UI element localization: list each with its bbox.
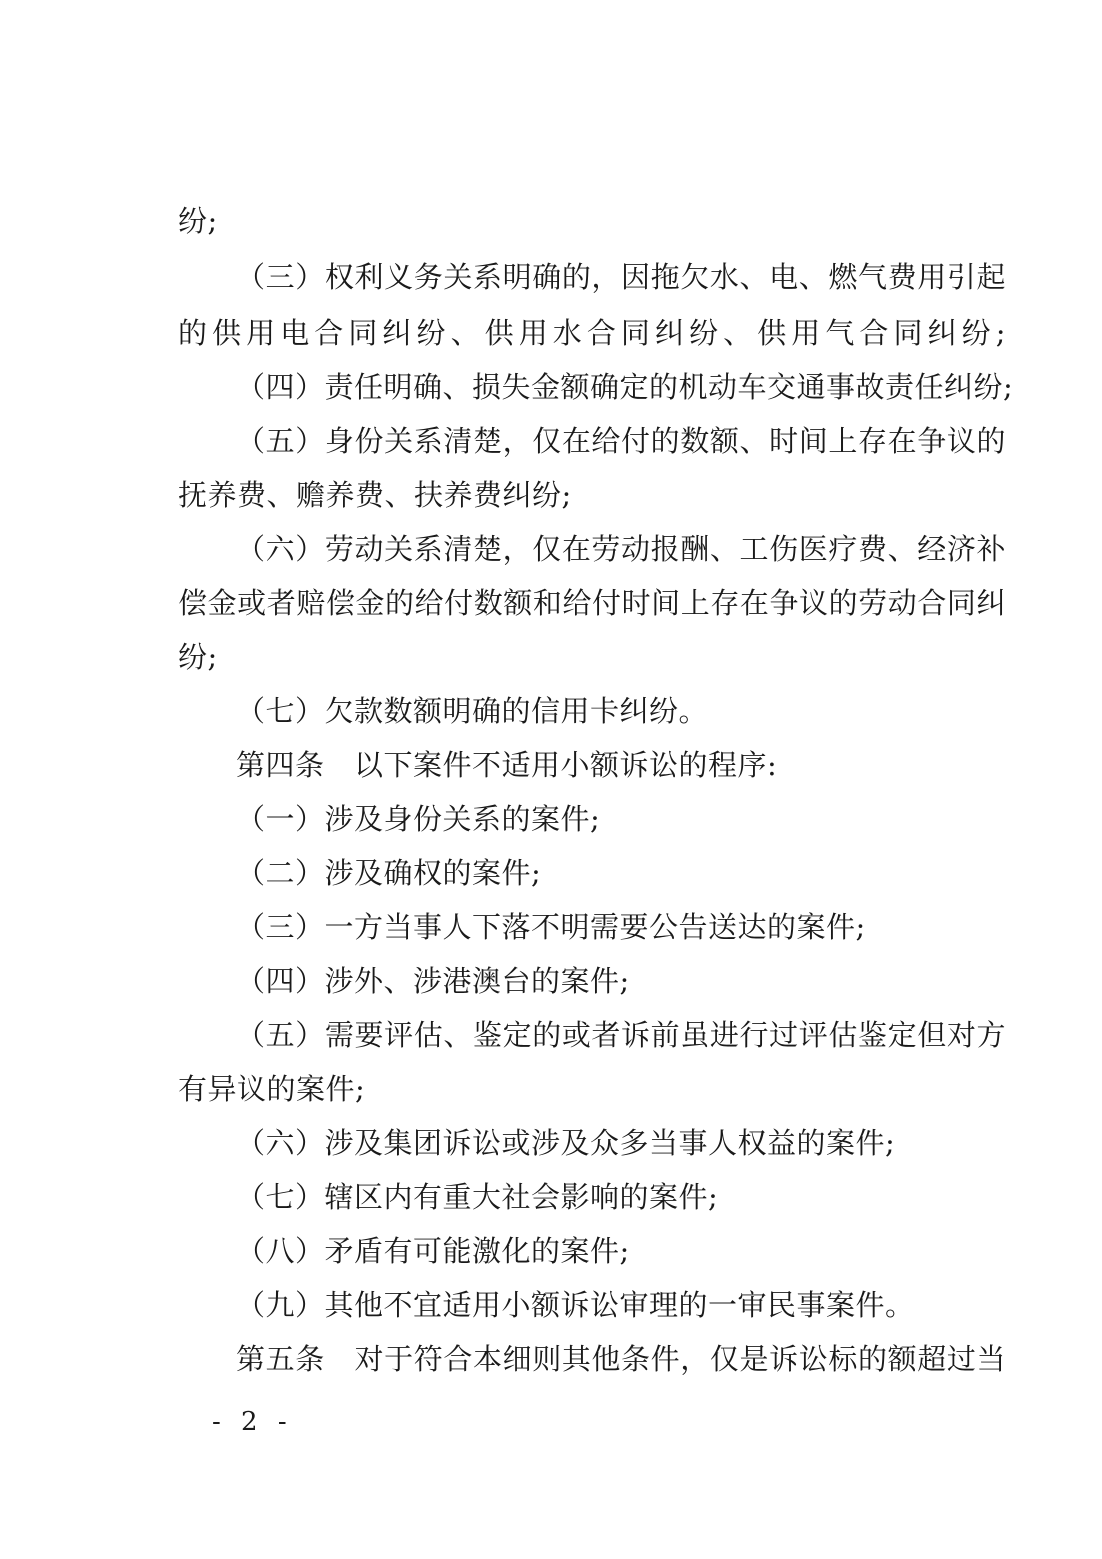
text-line-3: 的供用电合同纠纷、供用水合同纠纷、供用气合同纠纷; — [178, 316, 1006, 350]
text-line-4: （四）责任明确、损失金额确定的机动车交通事故责任纠纷; — [236, 370, 1014, 404]
text-line-10: （七）欠款数额明确的信用卡纠纷。 — [236, 694, 709, 728]
text-line-22: 第五条 对于符合本细则其他条件，仅是诉讼标的额超过当 — [236, 1342, 1006, 1376]
text-line-13: （二）涉及确权的案件; — [236, 856, 542, 890]
text-line-15: （四）涉外、涉港澳台的案件; — [236, 964, 630, 998]
text-line-9: 纷; — [178, 640, 218, 674]
text-line-20: （八）矛盾有可能激化的案件; — [236, 1234, 630, 1268]
text-line-1: 纷; — [178, 204, 218, 238]
text-line-14: （三）一方当事人下落不明需要公告送达的案件; — [236, 910, 866, 944]
text-line-2: （三）权利义务关系明确的，因拖欠水、电、燃气费用引起 — [236, 260, 1006, 294]
text-line-7: （六）劳动关系清楚，仅在劳动报酬、工伤医疗费、经济补 — [236, 532, 1006, 566]
text-line-19: （七）辖区内有重大社会影响的案件; — [236, 1180, 719, 1214]
text-line-17: 有异议的案件; — [178, 1072, 366, 1106]
page-number: - 2 - — [212, 1407, 293, 1437]
text-line-8: 偿金或者赔偿金的给付数额和给付时间上存在争议的劳动合同纠 — [178, 586, 1006, 620]
text-line-16: （五）需要评估、鉴定的或者诉前虽进行过评估鉴定但对方 — [236, 1018, 1006, 1052]
text-line-5: （五）身份关系清楚，仅在给付的数额、时间上存在争议的 — [236, 424, 1006, 458]
text-line-21: （九）其他不宜适用小额诉讼审理的一审民事案件。 — [236, 1288, 915, 1322]
text-line-12: （一）涉及身份关系的案件; — [236, 802, 601, 836]
text-line-18: （六）涉及集团诉讼或涉及众多当事人权益的案件; — [236, 1126, 896, 1160]
text-line-6: 抚养费、赡养费、扶养费纠纷; — [178, 478, 572, 512]
text-line-11: 第四条 以下案件不适用小额诉讼的程序: — [236, 748, 778, 782]
